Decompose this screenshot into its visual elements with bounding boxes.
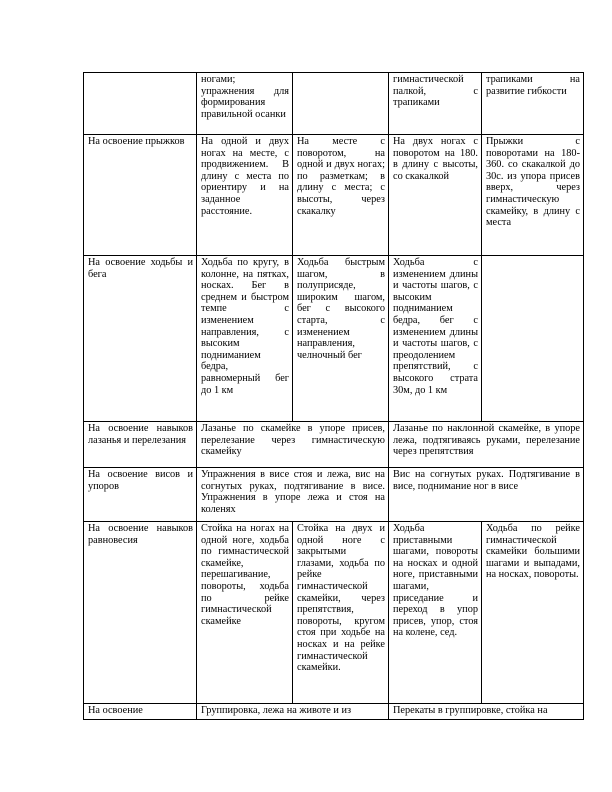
table-row	[84, 704, 584, 720]
table-cell: На освоение навыков лазанья и перелезания	[84, 422, 197, 468]
table-cell: Ходьба по рейке гимнастической скамейки большими шагами и выпадами, на носках, повороты.	[482, 522, 584, 704]
table-row	[84, 422, 584, 468]
table-cell: Вис на согнутых руках. Подтягивание в висе, поднимание ног в висе	[389, 468, 584, 522]
table-cell	[482, 256, 584, 422]
table-row	[84, 73, 584, 135]
table-cell: Группировка, лежа на животе и из	[197, 704, 389, 720]
table-cell: Ходьба быстрым шагом, в полуприсяде, широким шагом, бег с высокого старта, с изменением направления, челночный бег	[293, 256, 389, 422]
table-cell: трапиками на развитие гибкости	[482, 73, 584, 135]
table-cell: На одной и двух ногах на месте, с продвижением. В длину с места по ориентиру и на заданное расстояние.	[197, 135, 293, 256]
table-cell: Лазанье по наклонной скамейке, в упоре лежа, подтягиваясь руками, перелезание через препятствия	[389, 422, 584, 468]
table-cell: ногами; упражнения для формирования правильной осанки	[197, 73, 293, 135]
table-cell: На освоение навыков равновесия	[84, 522, 197, 704]
table-cell: Стойка на ногах на одной ноге, ходьба по гимнастической скамейке, перешагивание, повороты, ходьба по рейке гимнастической скамейке	[197, 522, 293, 704]
table-cell: Стойка на двух и одной ноге с закрытыми глазами, ходьба по рейке гимнастической скамейки, через препятствия, повороты, кругом стоя при ходьбе на носках и на рейке гимнастической скамейки.	[293, 522, 389, 704]
table-cell: На освоение ходьбы и бега	[84, 256, 197, 422]
table-cell: На освоение висов и упоров	[84, 468, 197, 522]
table-cell: Ходьба приставными шагами, повороты на носках и одной ноге, приставными шагами, приседание и переход в упор присев, упор, стоя на колене, сед.	[389, 522, 482, 704]
table-row	[84, 256, 584, 422]
table-cell: На освоение	[84, 704, 197, 720]
table-cell: Перекаты в группировке, стойка на	[389, 704, 584, 720]
table-row	[84, 468, 584, 522]
table-cell: Прыжки с поворотами на 180-360. со скакалкой до 30с. из упора присев вверх, через гимнастическую скамейку, в длину с места	[482, 135, 584, 256]
table-cell: На освоение прыжков	[84, 135, 197, 256]
table-cell: Ходьба с изменением длины и частоты шагов, с высоким подниманием бедра, бег с изменением длины и частоты шагов, с преодолением препятствий, с высокого страта 30м, до 1 км	[389, 256, 482, 422]
table-cell: На двух ногах с поворотом на 180. в длину с высоты, со скакалкой	[389, 135, 482, 256]
table-cell: гимнастической палкой, с трапиками	[389, 73, 482, 135]
exercise-table	[83, 72, 584, 720]
table-row	[84, 522, 584, 704]
table-cell: Ходьба по кругу, в колонне, на пятках, носках. Бег в среднем и быстром темпе с изменением направления, с высоким подниманием бедра, равномерный бег до 1 км	[197, 256, 293, 422]
table-cell: На месте с поворотом, на одной и двух ногах; по разметкам; в длину с места; с высоты, через скакалку	[293, 135, 389, 256]
table-row	[84, 135, 584, 256]
table-cell	[84, 73, 197, 135]
table-cell: Лазанье по скамейке в упоре присев, перелезание через гимнастическую скамейку	[197, 422, 389, 468]
table-cell	[293, 73, 389, 135]
table-cell: Упражнения в висе стоя и лежа, вис на согнутых руках, подтягивание в висе. Упражнения в упоре лежа и стоя на коленях	[197, 468, 389, 522]
